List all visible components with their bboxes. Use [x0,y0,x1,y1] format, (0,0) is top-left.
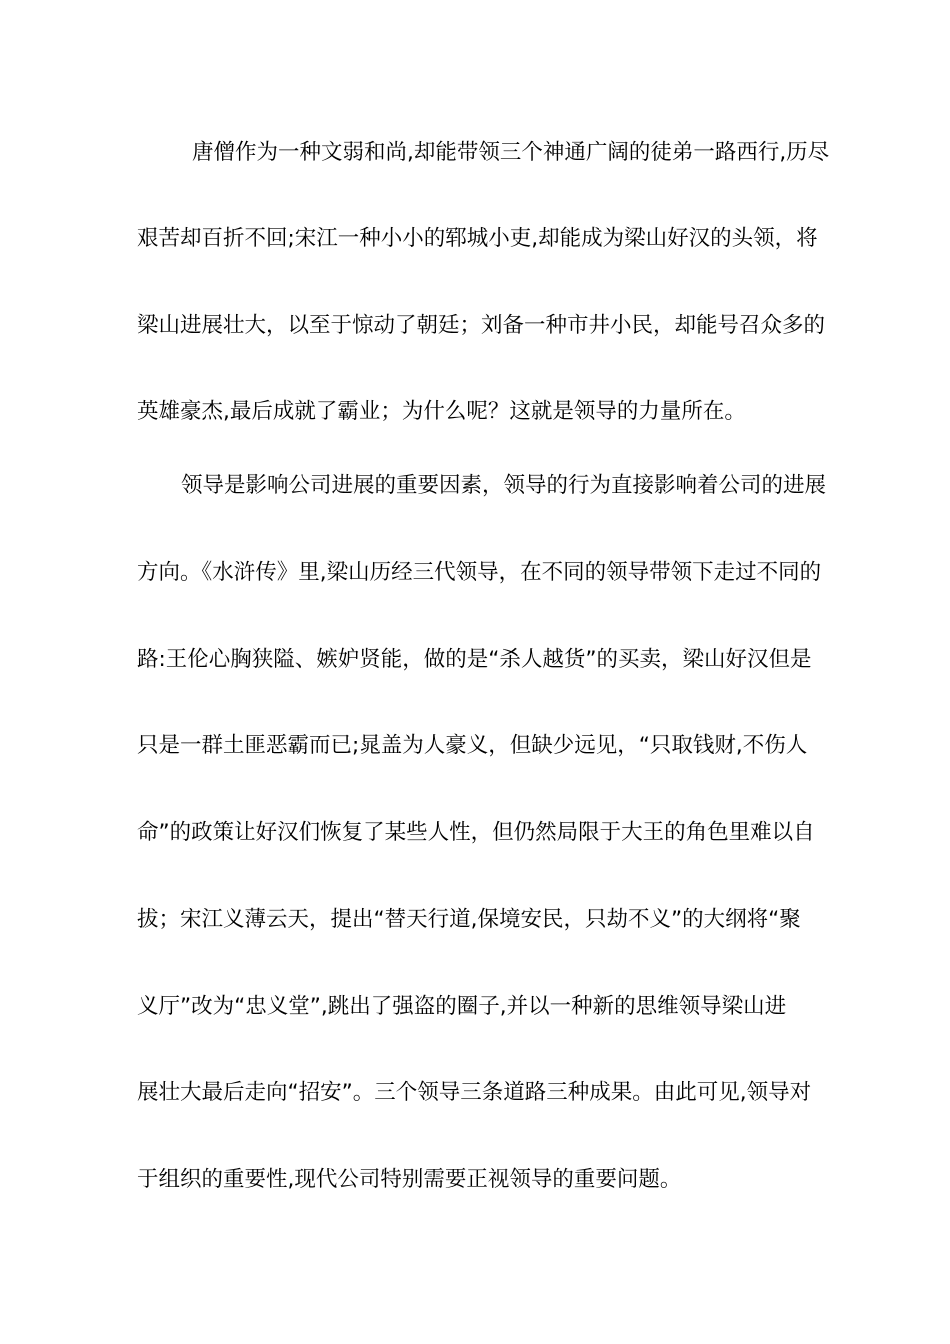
paragraph-line: 命”的政策让好汉们恢复了某些人性，但仍然局限于大王的角色里难以自 [137,820,815,845]
paragraph-line: 梁山进展壮大，以至于惊动了朝廷；刘备一种市井小民，却能号召众多的 [137,313,826,338]
paragraph-line: 义厅”改为“忠义堂”,跳出了强盗的圈子,并以一种新的思维领导梁山进 [137,994,787,1019]
paragraph-line: 展壮大最后走向“招安”。三个领导三条道路三种成果。由此可见,领导对 [137,1080,812,1105]
paragraph-line: 唐僧作为一种文弱和尚,却能带领三个神通广阔的徒弟一路西行,历尽 [192,140,830,165]
paragraph-line: 方向。《水浒传》里,梁山历经三代领导，在不同的领导带领下走过不同的 [137,560,822,585]
paragraph-line: 拔；宋江义薄云天，提出“替天行道,保境安民，只劫不义”的大纲将“聚 [137,907,801,932]
paragraph-line: 于组织的重要性,现代公司特别需要正视领导的重要问题。 [137,1167,682,1192]
paragraph-line: 领导是影响公司进展的重要因素，领导的行为直接影响着公司的进展 [181,473,827,498]
paragraph-line: 英雄豪杰,最后成就了霸业；为什么呢？这就是领导的力量所在。 [137,399,746,424]
paragraph-line: 路:王伦心胸狭隘、嫉妒贤能，做的是“杀人越货”的买卖，梁山好汉但是 [137,647,812,672]
paragraph-line: 艰苦却百折不回;宋江一种小小的郓城小吏,却能成为梁山好汉的头领，将 [137,226,818,251]
paragraph-line: 只是一群土匪恶霸而已;晁盖为人豪义，但缺少远见，“只取钱财,不伤人 [137,733,808,758]
